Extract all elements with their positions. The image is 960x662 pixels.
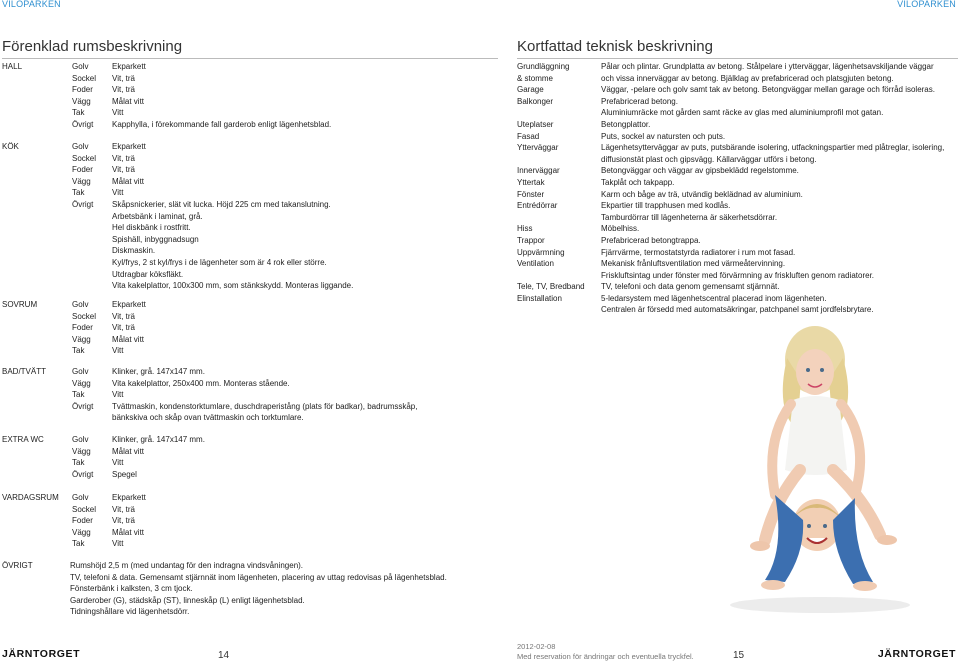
tech-row	[517, 84, 955, 96]
tech-row-value: diffusionstät plast och gipsvägg. Källarväggar utförs i betong.	[601, 154, 817, 164]
tech-row	[517, 189, 955, 201]
tech-row-label: Trappor	[517, 235, 545, 245]
room-row-label: Sockel	[72, 73, 97, 83]
tech-row-value: Lägenhetsytterväggar av puts, putsbärande isolering, utfackningspartier med plåtreglar, isolering,	[601, 143, 945, 153]
room-row-value: Vit, trä	[112, 516, 135, 526]
room-row-label	[72, 412, 112, 424]
room-row-value: Spishäll, inbyggnadsugn	[112, 234, 199, 244]
room-row-label: Tak	[72, 458, 85, 468]
room-row-value: Vitt	[112, 108, 124, 118]
room-row-value: Vitt	[112, 390, 124, 400]
room-row-value: Diskmaskin.	[112, 246, 156, 256]
ovrigt-line: Garderober (G), städskåp (ST), linneskåp (L) enligt lägenhetsblad.	[70, 595, 305, 605]
room-name	[2, 211, 72, 223]
room-row	[2, 245, 498, 257]
room-row-value: Målat vitt	[112, 446, 145, 456]
room-row	[2, 538, 498, 550]
room-name	[2, 538, 72, 550]
room-row	[2, 527, 498, 539]
room-row-label: Golv	[72, 435, 89, 444]
room-row	[2, 401, 498, 413]
room-row-label	[72, 280, 112, 292]
room-row	[2, 322, 498, 334]
room-row	[2, 73, 498, 85]
ovrigt-label: ÖVRIGT	[2, 561, 33, 570]
room-row-label: Foder	[72, 323, 93, 333]
ovrigt-label	[2, 572, 70, 584]
ovrigt-line: Rumshöjd 2,5 m (med undantag för den indragna vindsvåningen).	[70, 561, 304, 570]
room-row-value: Ekparkett	[112, 142, 146, 151]
room-row-value: Utdragbar köksfläkt.	[112, 269, 184, 279]
room-row	[2, 469, 498, 481]
ovrigt-section	[2, 560, 472, 618]
room-row	[2, 492, 498, 504]
room-row-value: Ekparkett	[112, 300, 146, 309]
tech-row-value: Mekanisk frånluftsventilation med värmeåtervinning.	[601, 259, 786, 269]
room-name	[2, 96, 72, 108]
room-row	[2, 84, 498, 96]
tech-row-label: Fasad	[517, 131, 540, 141]
room-name	[2, 187, 72, 199]
room-row	[2, 222, 498, 234]
ovrigt-row	[2, 583, 472, 595]
room-row	[2, 119, 498, 131]
tech-row-label: Entrédörrar	[517, 201, 558, 211]
room-row-label	[72, 269, 112, 281]
children-playing-photo	[705, 320, 930, 620]
tech-row-label: Ytterväggar	[517, 143, 559, 153]
room-row-value: Kyl/frys, 2 st kyl/frys i de lägenheter som är 4 rok eller större.	[112, 257, 327, 267]
tech-row	[517, 258, 955, 270]
tech-row-value: Prefabricerad betong.	[601, 96, 678, 106]
room-name	[2, 234, 72, 246]
room-row-label: Golv	[72, 300, 89, 309]
room-row	[2, 61, 498, 73]
ovrigt-row	[2, 572, 472, 584]
room-name	[2, 446, 72, 458]
room-bad-tvatt	[2, 366, 498, 424]
room-row-value: Vit, trä	[112, 73, 135, 83]
room-row	[2, 96, 498, 108]
room-row-value: Vit, trä	[112, 153, 135, 163]
tech-row	[517, 73, 955, 85]
room-name	[2, 378, 72, 390]
tech-row	[517, 304, 955, 316]
ovrigt-row	[2, 560, 472, 572]
tech-row-label	[517, 212, 601, 224]
room-row-label: Golv	[72, 493, 89, 502]
room-name	[2, 401, 72, 413]
room-row	[2, 199, 498, 211]
room-row-label	[72, 211, 112, 223]
left-page-title: Förenklad rumsbeskrivning	[2, 38, 183, 55]
footer-disclaimer: Med reservation för ändringar och eventuella tryckfel.	[517, 652, 694, 661]
room-row-value: Spegel	[112, 469, 137, 479]
room-row-label: Foder	[72, 516, 93, 526]
room-row	[2, 504, 498, 516]
room-row-label: Övrigt	[72, 119, 94, 129]
tech-row	[517, 223, 955, 235]
left-title-rule	[2, 58, 498, 59]
jarntorget-logo-left: JÄRNTORGET	[2, 648, 81, 660]
room-name	[2, 345, 72, 357]
room-row	[2, 176, 498, 188]
room-name	[2, 84, 72, 96]
room-row	[2, 153, 498, 165]
tech-row	[517, 96, 955, 108]
room-row	[2, 457, 498, 469]
tech-row	[517, 293, 955, 305]
room-row-label: Foder	[72, 165, 93, 175]
room-row-label	[72, 257, 112, 269]
room-name	[2, 515, 72, 527]
tech-row-value: Väggar, -pelare och golv samt tak av betong. Betongväggar mellan garage och förråd isoleras.	[601, 85, 935, 95]
tech-row-value: Aluminiumräcke mot gården samt räcke av glas med aluminiumprofil mot gatan.	[601, 108, 884, 118]
room-name	[2, 322, 72, 334]
ovrigt-line: TV, telefoni & data. Gemensamt stjärnnät inom lägenheten, placering av uttag redovisas på lägenhetsblad.	[70, 572, 447, 582]
room-row-label: Vägg	[72, 96, 91, 106]
tech-row-label: Hiss	[517, 224, 533, 234]
room-row-label: Golv	[72, 142, 89, 151]
ovrigt-row	[2, 606, 472, 618]
room-row-label: Sockel	[72, 311, 97, 321]
tech-row-value: Centralen är försedd med automatsäkringar, patchpanel samt jordfelsbrytare.	[601, 305, 874, 315]
room-name	[2, 527, 72, 539]
room-name	[2, 504, 72, 516]
right-title-rule	[517, 58, 958, 59]
tech-row-label: Innerväggar	[517, 166, 560, 176]
room-row	[2, 299, 498, 311]
ovrigt-line: Fönsterbänk i kalksten, 3 cm tjock.	[70, 584, 193, 594]
room-row-value: Klinker, grå. 147x147 mm.	[112, 367, 205, 376]
tech-row-value: Betongväggar och väggar av gipsbeklädd regelstomme.	[601, 166, 799, 176]
room-row-label: Tak	[72, 390, 85, 400]
tech-row-value: Fjärrvärme, termostatstyrda radiatorer i rum mot fasad.	[601, 247, 796, 257]
tech-row-label: & stomme	[517, 73, 554, 83]
room-row-value: Målat vitt	[112, 334, 145, 344]
room-name	[2, 412, 72, 424]
header-left: VILOPARKEN	[2, 0, 61, 9]
tech-row-value: Pålar och plintar. Grundplatta av betong. Stålpelare i ytterväggar, lägenhetsavskiljande väggar	[601, 62, 934, 71]
ovrigt-label	[2, 606, 70, 618]
room-row-value: Vit, trä	[112, 311, 135, 321]
room-row-label: Övrigt	[72, 401, 94, 411]
tech-row-value: Prefabricerad betongtrappa.	[601, 235, 701, 245]
tech-row-value: Möbelhiss.	[601, 224, 640, 234]
room-row-value: Kapphylla, i förekommande fall garderob enligt lägenhetsblad.	[112, 119, 332, 129]
tech-row	[517, 270, 955, 282]
room-row-value: Vitt	[112, 539, 124, 549]
room-row-value: Ekparkett	[112, 62, 146, 71]
tech-row	[517, 107, 955, 119]
room-row	[2, 345, 498, 357]
room-row-value: Vit, trä	[112, 323, 135, 333]
tech-row-label	[517, 304, 601, 316]
room-row-value: Vitt	[112, 458, 124, 468]
room-row-value: Arbetsbänk i laminat, grå.	[112, 211, 203, 221]
page-number-left: 14	[218, 650, 230, 661]
room-row-label	[72, 222, 112, 234]
room-row-label: Vägg	[72, 334, 91, 344]
room-row	[2, 334, 498, 346]
room-row	[2, 412, 498, 424]
room-name	[2, 176, 72, 188]
tech-row-value: Ekpartier till trapphusen med kodlås.	[601, 201, 731, 211]
room-name	[2, 389, 72, 401]
room-row	[2, 211, 498, 223]
tech-row	[517, 235, 955, 247]
room-row-value: Vitt	[112, 346, 124, 356]
tech-row-value: och vissa innerväggar av betong. Bjälklag av prefabricerad och platsgjuten betong.	[601, 73, 894, 83]
page-number-right: 15	[733, 650, 745, 661]
room-row	[2, 446, 498, 458]
room-name	[2, 199, 72, 211]
room-name: EXTRA WC	[2, 435, 44, 444]
tech-row	[517, 200, 955, 212]
room-name	[2, 311, 72, 323]
room-row	[2, 257, 498, 269]
room-row-label: Vägg	[72, 527, 91, 537]
room-name	[2, 164, 72, 176]
room-row	[2, 164, 498, 176]
tech-row-value: 5-ledarsystem med lägenhetscentral placerad inom lägenheten.	[601, 293, 827, 303]
room-name	[2, 119, 72, 131]
tech-row-value: Takplåt och takpapp.	[601, 177, 675, 187]
tech-row-label: Elinstallation	[517, 293, 562, 303]
room-row-value: Målat vitt	[112, 176, 145, 186]
room-row-value: Vita kakelplattor, 250x400 mm. Monteras stående.	[112, 378, 290, 388]
tech-row-label: Balkonger	[517, 96, 554, 106]
room-row-label: Övrigt	[72, 199, 94, 209]
room-name	[2, 269, 72, 281]
room-row	[2, 515, 498, 527]
room-name	[2, 153, 72, 165]
room-name	[2, 73, 72, 85]
room-row-label: Vägg	[72, 176, 91, 186]
room-row-value: Vit, trä	[112, 165, 135, 175]
room-row-value: Målat vitt	[112, 96, 145, 106]
room-row-label: Tak	[72, 346, 85, 356]
tech-row	[517, 165, 955, 177]
room-row	[2, 269, 498, 281]
room-row-label: Övrigt	[72, 469, 94, 479]
room-row-label: Foder	[72, 85, 93, 95]
room-row-label: Tak	[72, 108, 85, 118]
tech-row	[517, 177, 955, 189]
tech-row	[517, 247, 955, 259]
room-row-value: Skåpsnickerier, slät vit lucka. Höjd 225 cm med takanslutning.	[112, 199, 331, 209]
room-row-label	[72, 245, 112, 257]
tech-row-label	[517, 154, 601, 166]
tech-row	[517, 119, 955, 131]
room-sovrum	[2, 299, 498, 357]
room-name	[2, 107, 72, 119]
tech-row	[517, 61, 955, 73]
room-name	[2, 334, 72, 346]
room-row-label: Golv	[72, 367, 89, 376]
room-row-label: Sockel	[72, 504, 97, 514]
room-row	[2, 187, 498, 199]
room-row-value: Vit, trä	[112, 85, 135, 95]
room-name: VARDAGSRUM	[2, 493, 59, 502]
room-row-value: Vita kakelplattor, 100x300 mm, som stänkskydd. Monteras liggande.	[112, 281, 354, 291]
tech-row-label: Yttertak	[517, 177, 545, 187]
room-name	[2, 257, 72, 269]
room-row	[2, 311, 498, 323]
jarntorget-logo-right: JÄRNTORGET	[877, 648, 956, 660]
room-name: SOVRUM	[2, 300, 38, 309]
room-extra-wc	[2, 434, 498, 480]
room-vardagsrum	[2, 492, 498, 550]
tech-row-label: Fönster	[517, 189, 545, 199]
tech-row-value: Tamburdörrar till lägenheterna är säkerhetsdörrar.	[601, 212, 778, 222]
tech-row	[517, 212, 955, 224]
room-row-label: Vägg	[72, 446, 91, 456]
tech-row-value: Karm och båge av trä, utvändig beklädnad av aluminium.	[601, 189, 803, 199]
room-row-value: Vitt	[112, 188, 124, 198]
room-row-label: Vägg	[72, 378, 91, 388]
room-name	[2, 280, 72, 292]
room-kok	[2, 141, 498, 292]
room-row-value: Klinker, grå. 147x147 mm.	[112, 435, 205, 444]
room-row-value: Tvättmaskin, kondenstorktumlare, duschdraperistång (plats för badkar), badrumsskåp,	[112, 401, 418, 411]
room-row-label: Sockel	[72, 153, 97, 163]
tech-row	[517, 131, 955, 143]
tech-row-value: Betongplattor.	[601, 119, 651, 129]
room-row	[2, 234, 498, 246]
room-row	[2, 107, 498, 119]
tech-row	[517, 154, 955, 166]
technical-description	[517, 61, 955, 316]
room-row-value: Hel diskbänk i rostfritt.	[112, 223, 191, 233]
header-right: VILOPARKEN	[897, 0, 956, 9]
tech-row-value: Puts, sockel av natursten och puts.	[601, 131, 726, 141]
tech-row	[517, 281, 955, 293]
room-row-value: bänkskiva och skåp ovan tvättmaskin och torktumlare.	[112, 413, 304, 423]
room-name	[2, 245, 72, 257]
room-row-value: Målat vitt	[112, 527, 145, 537]
room-row-label: Tak	[72, 539, 85, 549]
room-row	[2, 389, 498, 401]
room-row-label: Golv	[72, 62, 89, 71]
tech-row-value: TV, telefoni och data genom gemensamt stjärnnät.	[601, 282, 780, 292]
ovrigt-label	[2, 595, 70, 607]
tech-row-label: Ventilation	[517, 259, 554, 269]
room-row-value: Vit, trä	[112, 504, 135, 514]
tech-row-label: Grundläggning	[517, 62, 570, 71]
tech-row	[517, 142, 955, 154]
ovrigt-row	[2, 595, 472, 607]
room-name: HALL	[2, 62, 23, 71]
ovrigt-label	[2, 583, 70, 595]
tech-row-label: Garage	[517, 85, 544, 95]
room-name	[2, 222, 72, 234]
room-row-value: Ekparkett	[112, 493, 146, 502]
tech-row-label	[517, 107, 601, 119]
tech-row-label: Uppvärmning	[517, 247, 565, 257]
tech-row-label: Tele, TV, Bredband	[517, 282, 585, 292]
room-name: KÖK	[2, 142, 19, 151]
room-row	[2, 141, 498, 153]
room-name	[2, 469, 72, 481]
tech-row-value: Friskluftsintag under fönster med förvärmning av friskluften genom radiatorer.	[601, 270, 875, 280]
room-row	[2, 434, 498, 446]
room-row	[2, 280, 498, 292]
room-name	[2, 457, 72, 469]
footer-date-block	[517, 642, 694, 662]
room-row	[2, 378, 498, 390]
ovrigt-line: Tidningshållare vid lägenhetsdörr.	[70, 607, 190, 617]
room-row-label: Tak	[72, 188, 85, 198]
room-name: BAD/TVÄTT	[2, 367, 47, 376]
room-row	[2, 366, 498, 378]
tech-row-label: Uteplatser	[517, 119, 554, 129]
room-hall	[2, 61, 498, 131]
footer-date: 2012-02-08	[517, 642, 556, 651]
right-page-title: Kortfattad teknisk beskrivning	[517, 38, 713, 55]
tech-row-label	[517, 270, 601, 282]
room-row-label	[72, 234, 112, 246]
